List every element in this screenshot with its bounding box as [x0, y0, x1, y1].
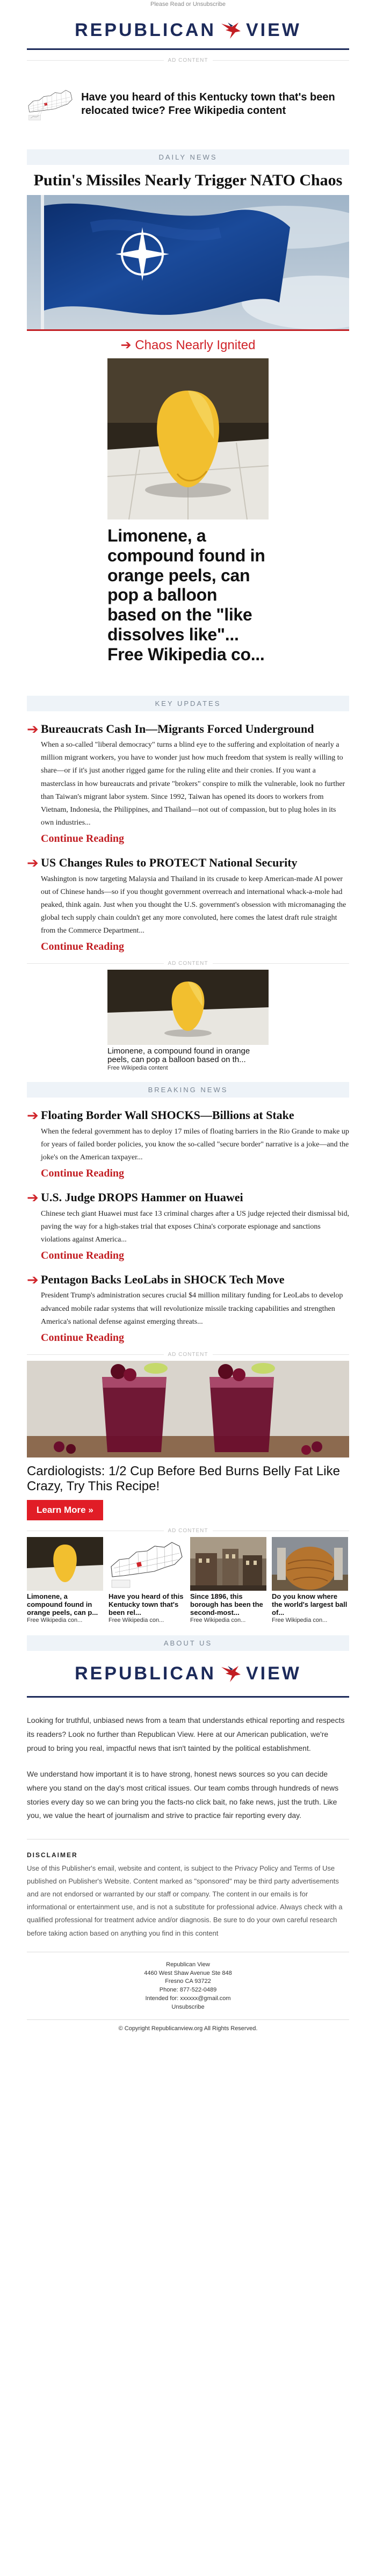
limonene-ad[interactable]	[107, 358, 269, 665]
continue-reading-link[interactable]: Continue Reading	[41, 1249, 125, 1261]
orange-balloon-image[interactable]	[27, 1537, 103, 1591]
breaking-news-header: BREAKING NEWS	[27, 1082, 349, 1098]
arrow-icon: ➔	[27, 1271, 39, 1288]
brand-logo[interactable]	[75, 20, 301, 41]
footer-address	[0, 1961, 376, 2012]
ad-label: AD CONTENT	[27, 961, 349, 966]
article-title[interactable]: Floating Border Wall SHOCKS—Billions at Stake	[41, 1108, 294, 1122]
continue-reading-link[interactable]: Continue Reading	[41, 940, 125, 953]
article	[27, 721, 349, 845]
article-summary: Washington is now targeting Malaysia and Thailand in its crusade to keep American-made AI power out of Chinese hands—so if you thought government overreach and international whack-a-mole had peaked, think again. Just when you thought the U.S. government's obsession with micromanaging the global tech supply chain couldn't get any more convoluted, here comes the latest draft rule straight from the Commerce Department...	[41, 875, 346, 935]
grid-ad-caption[interactable]: Limonene, a compound found in orange peels, can p...	[27, 1592, 98, 1617]
unsubscribe-link[interactable]: Unsubscribe	[171, 2004, 205, 2011]
grid-ad-caption[interactable]: Have you heard of this Kentucky town that's been rel...	[109, 1592, 184, 1617]
continue-reading-link[interactable]: Continue Reading	[41, 1331, 125, 1344]
article-title[interactable]: US Changes Rules to PROTECT National Security	[41, 855, 298, 869]
disclaimer-title: DISCLAIMER	[27, 1851, 78, 1859]
footer-address-line: 4460 West Shaw Avenue Ste 848	[144, 1969, 232, 1976]
footer-company: Republican View	[166, 1961, 210, 1968]
chaos-link[interactable]: ➔ Chaos Nearly Ignited	[120, 338, 256, 352]
article-summary: Chinese tech giant Huawei must face 13 criminal charges after a US judge rejected their dismissal bid, paving the way for a high-stakes trial that exposes China's corporate espionage and sanctions violations against America...	[41, 1209, 349, 1244]
kentucky-map-image[interactable]	[109, 1537, 185, 1591]
cherry-ad-caption[interactable]: Cardiologists: 1/2 Cup Before Bed Burns Belly Fat Like Crazy, Try This Recipe!	[27, 1463, 340, 1494]
about-paragraph: We understand how important it is to have strong, honest news sources so you can decide where you stand on the day's most critical issues. Our team combs through hundreds of news stories every day so we can bring you the facts-no click bait, no fake news, just the truth. Like you, we value the heart of journalism and strive to practice fair reporting every day.	[27, 1769, 339, 1820]
brand-name-left: REPUBLICAN	[75, 1663, 216, 1684]
eagle-icon	[220, 20, 242, 40]
kentucky-map-image[interactable]	[27, 75, 74, 134]
grid-ad-source: Free Wikipedia con...	[109, 1617, 164, 1624]
about-paragraph: Looking for truthful, unbiased news from a team that understands ethical reporting and respects its readers? Look no further than Republican View. Here at our American publication, we're proud to bring you real, impactful news that isn't tainted by the political establishment.	[27, 1716, 345, 1752]
key-updates-header: KEY UPDATES	[27, 696, 349, 711]
masthead-rule	[27, 48, 349, 50]
cherry-drink-image[interactable]	[27, 1361, 349, 1457]
article-summary: President Trump's administration secures crucial $4 million military funding for LeoLabs to develop advanced mobile radar systems that will revolutionize missile tracking capabilities and strengthen America's national defense against emerging threats...	[41, 1291, 343, 1326]
grid-ad[interactable]	[27, 1537, 103, 1623]
preheader[interactable]: Please Read or Unsubscribe	[150, 1, 226, 8]
grid-ad-source: Free Wikipedia con...	[272, 1617, 328, 1624]
article	[27, 1189, 349, 1262]
footer-masthead-rule	[27, 1696, 349, 1698]
article	[27, 1107, 349, 1180]
arrow-icon: ➔	[27, 1189, 39, 1206]
daily-news-header: DAILY NEWS	[27, 149, 349, 165]
brand-name-right: VIEW	[246, 1663, 301, 1684]
grid-ad-caption[interactable]: Since 1896, this borough has been the second-most...	[190, 1592, 263, 1617]
ad-label: AD CONTENT	[27, 57, 349, 63]
orange-balloon-image[interactable]	[107, 970, 269, 1045]
limonene-mid-ad[interactable]	[107, 970, 269, 1071]
copyright: © Copyright Republicanview.org All Rights Reserved.	[118, 2025, 258, 2032]
arrow-icon: ➔	[27, 1107, 39, 1123]
borough-photo-image[interactable]	[190, 1537, 266, 1591]
grid-ad[interactable]	[190, 1537, 266, 1623]
eagle-icon	[220, 1664, 242, 1683]
grid-ad[interactable]	[272, 1537, 348, 1623]
daily-headline[interactable]: Putin's Missiles Nearly Trigger NATO Chaos	[33, 171, 343, 189]
article-title[interactable]: Pentagon Backs LeoLabs in SHOCK Tech Move	[41, 1272, 285, 1286]
article-title[interactable]: Bureaucrats Cash In—Migrants Forced Underground	[41, 721, 314, 735]
arrow-icon: ➔	[27, 854, 39, 871]
article	[27, 1272, 349, 1344]
twine-ball-image[interactable]	[272, 1537, 348, 1591]
mid-ad-caption[interactable]: Limonene, a compound found in orange peels, can pop a balloon based on th...	[107, 1046, 250, 1065]
footer-brand-logo[interactable]	[75, 1663, 301, 1684]
divider	[27, 2019, 349, 2020]
hero-rule	[27, 329, 349, 331]
limonene-ad-caption[interactable]: Limonene, a compound found in orange peels, can pop a balloon based on the "like dissolves like"... Free Wikipedia co...	[107, 526, 265, 664]
brand-name-right: VIEW	[246, 19, 301, 40]
top-ad[interactable]	[27, 67, 349, 142]
about-us-header: ABOUT US	[27, 1635, 349, 1651]
grid-ad-source: Free Wikipedia con...	[27, 1617, 83, 1624]
masthead	[0, 12, 376, 48]
article-title[interactable]: U.S. Judge DROPS Hammer on Huawei	[41, 1190, 243, 1204]
footer-masthead	[0, 1651, 376, 1696]
continue-reading-link[interactable]: Continue Reading	[41, 1167, 125, 1179]
continue-reading-link[interactable]: Continue Reading	[41, 832, 125, 845]
orange-balloon-image[interactable]	[107, 358, 269, 519]
top-ad-title[interactable]: Have you heard of this Kentucky town that's been relocated twice? Free Wikipedia content	[81, 91, 335, 117]
footer-intended: Intended for: xxxxxx@gmail.com	[145, 1995, 231, 2002]
mid-ad-source: Free Wikipedia content	[107, 1064, 168, 1071]
learn-more-button[interactable]: Learn More »	[27, 1500, 103, 1520]
nato-flag-image[interactable]	[27, 195, 349, 329]
arrow-icon: ➔	[27, 720, 39, 737]
ad-label: AD CONTENT	[27, 1352, 349, 1358]
grid-ad-source: Free Wikipedia con...	[190, 1617, 246, 1624]
footer-phone: Phone: 877-522-0489	[159, 1987, 217, 1994]
article	[27, 855, 349, 953]
article-summary: When a so-called "liberal democracy" turns a blind eye to the suffering and exploitation of nearly a million migrant workers, you have to wonder just how much freedom that system is really willing to share—or if it's just another rigged game for the ruling elite and their cronies. If you want a masterclass in how bureaucrats and private "brokers" conspire to milk the vulnerable, look no further than Taiwan's migrant labor system. Since 1992, Taiwan has opened its doors to workers from Vietnam, Indonesia, the Philippines, and Thailand—not out of compassion, but to plug holes in its own industries...	[41, 741, 345, 827]
grid-ad-caption[interactable]: Do you know where the world's largest ball of...	[272, 1592, 348, 1617]
grid-ad[interactable]	[109, 1537, 185, 1623]
disclaimer-text: Use of this Publisher's email, website and content, is subject to the Privacy Policy and Terms of Use published on Publisher's Website. Content marked as "sponsored" may be third party advertisements and are not endorsed or warranted by our staff or company. The content in our emails is for informational or entertainment use, and is not a substitute for professional advice. Always check with a qualified professional for treatment advice and/or diagnosis. Be sure to do your own careful research before taking action based on anything you find in this content	[27, 1864, 343, 1937]
article-summary: When the federal government has to deploy 17 miles of floating barriers in the Rio Grande to make up for years of failed border policies, you know the so-called "secure border" narrative is a joke—and the joke's on the American taxpayer...	[41, 1127, 349, 1161]
footer-address-line: Fresno CA 93722	[165, 1978, 211, 1985]
ad-label: AD CONTENT	[27, 1528, 349, 1534]
ad-grid	[27, 1537, 349, 1623]
brand-name-left: REPUBLICAN	[75, 19, 216, 40]
cherry-drink-ad[interactable]	[27, 1361, 349, 1521]
